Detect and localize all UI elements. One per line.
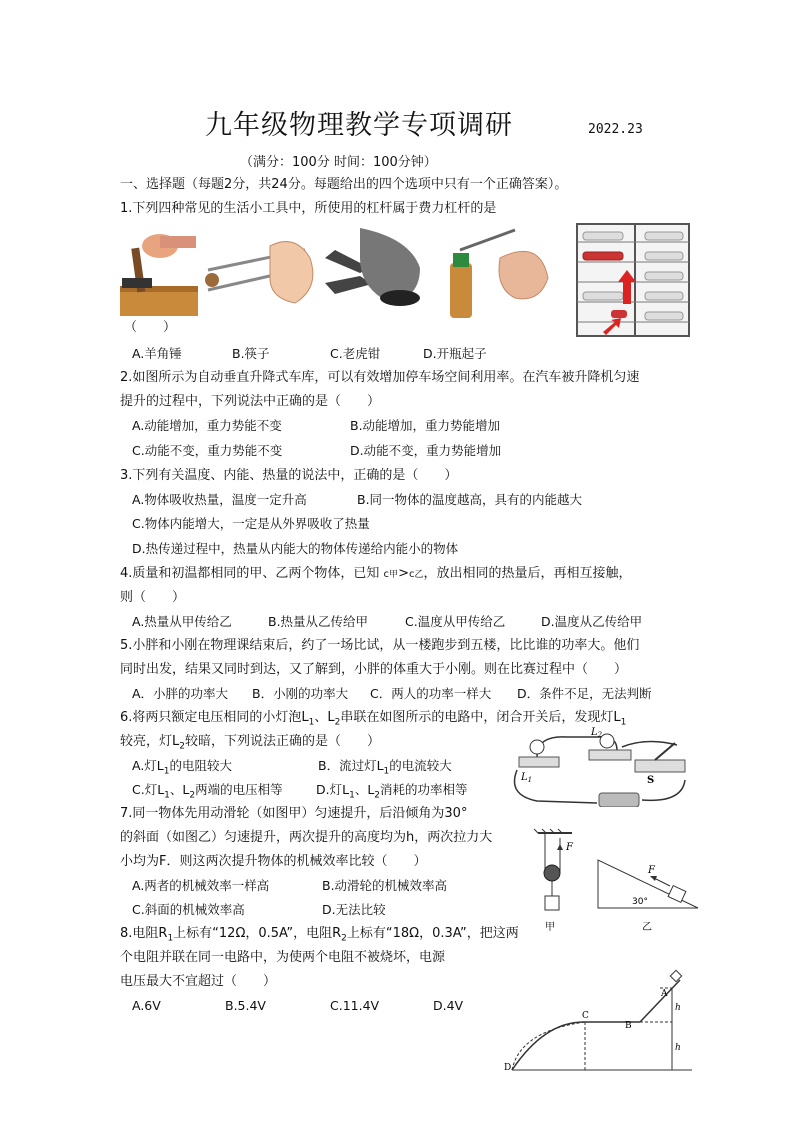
hammer-icon (120, 234, 198, 316)
q7-line3: 小均为F．则这两次提升物体的机械效率比较（ ） (120, 854, 427, 869)
q8-line2: 个电阻并联在同一电路中，为使两个电阻不被烧坏，电源 (120, 950, 446, 965)
q2-option-a[interactable]: A.动能增加，重力势能不变 (132, 418, 282, 433)
q8-option-a[interactable]: A.6V (132, 998, 161, 1013)
track-figure (500, 966, 700, 1078)
q7-option-b[interactable]: B.动滑轮的机械效率高 (322, 878, 448, 893)
q2-line1: 2.如图所示为自动垂直升降式车库，可以有效增加停车场空间利用率。在汽车被升降机匀速 (120, 370, 640, 385)
q6-line2: 较亮，灯$L_2$较暗，下列说法正确的是（ ） (120, 734, 380, 752)
label-B: B (625, 1021, 632, 1031)
q5-option-b[interactable]: B．小刚的功率大 (252, 686, 349, 701)
label-jia: 甲 (545, 922, 555, 933)
q2-option-c[interactable]: C.动能不变，重力势能不变 (132, 443, 283, 458)
q6-option-a[interactable]: A.灯$L_1$的电阻较大 (132, 758, 233, 777)
label-h-lower: h (675, 1043, 681, 1053)
parking-garage-figure (575, 222, 693, 342)
label-D: D (504, 1063, 512, 1073)
q3-option-b[interactable]: B.同一物体的温度越高，具有的内能越大 (357, 492, 583, 507)
q4-option-a[interactable]: A.热量从甲传给乙 (132, 614, 232, 629)
q7-option-d[interactable]: D.无法比较 (322, 902, 386, 917)
q7-option-a[interactable]: A.两者的机械效率一样高 (132, 878, 270, 893)
q3-option-d[interactable]: D.热传递过程中，热量从内能大的物体传递给内能小的物体 (132, 541, 459, 556)
label-F-pulley: F (566, 842, 573, 853)
q6-option-c[interactable]: C.灯$L_1$、$L_2$两端的电压相等 (132, 782, 283, 801)
pliers-icon (325, 228, 420, 306)
q7-option-c[interactable]: C.斜面的机械效率高 (132, 902, 245, 917)
q3-option-a[interactable]: A.物体吸收热量，温度一定升高 (132, 492, 307, 507)
q5-line1: 5.小胖和小刚在物理课结束后，约了一场比试，从一楼跑步到五楼，比比谁的功率大。他们 (120, 638, 640, 653)
label-A: A (661, 989, 668, 999)
q3-stem: 3.下列有关温度、内能、热量的说法中，正确的是（ ） (120, 468, 458, 483)
section-heading: 一、选择题（每题2分，共24分。每题给出的四个选项中只有一个正确答案）。 (120, 177, 568, 192)
q8-option-d[interactable]: D.4V (433, 998, 464, 1013)
q7-line2: 的斜面（如图乙）匀速提升，两次提升的高度均为h，两次拉力大 (120, 830, 493, 845)
q6-option-b[interactable]: B．流过灯$L_1$的电流较大 (318, 758, 452, 777)
q7-line1: 7.同一物体先用动滑轮（如图甲）匀速提升，后沿倾角为30° (120, 806, 468, 821)
label-F-incline: F (648, 865, 655, 876)
q2-option-b[interactable]: B.动能增加，重力势能增加 (350, 418, 501, 433)
q3-option-c[interactable]: C.物体内能增大，一定是从外界吸收了热量 (132, 516, 370, 531)
page-title: 九年级物理教学专项调研 (205, 110, 513, 141)
q4-option-d[interactable]: D.温度从乙传给甲 (541, 614, 643, 629)
exam-subtitle: （满分：100分 时间：100分钟） (240, 155, 437, 170)
q5-option-d[interactable]: D．条件不足，无法判断 (517, 686, 652, 701)
q6-option-d[interactable]: D.灯$L_1$、$L_2$消耗的功率相等 (316, 782, 468, 801)
label-S: S (647, 775, 655, 786)
label-yi: 乙 (642, 922, 652, 933)
bottle-opener-icon (450, 230, 548, 318)
q4-line1: 4.质量和初温都相同的甲、乙两个物体，已知 c甲>c乙，放出相同的热量后，再相互接触， (120, 566, 632, 581)
label-C: C (582, 1011, 589, 1021)
q1-answer-blank: （ ） (124, 320, 177, 335)
q4-option-c[interactable]: C.温度从甲传给乙 (405, 614, 506, 629)
label-angle: 30° (632, 897, 648, 907)
q1-option-b[interactable]: B.筷子 (232, 346, 270, 361)
q4-line2: 则（ ） (120, 590, 186, 605)
q5-line2: 同时出发，结果又同时到达，又了解到，小胖的体重大于小刚。则在比赛过程中（ ） (120, 662, 628, 677)
q7-pulley-incline-figure (530, 828, 705, 933)
q1-stem: 1.下列四种常见的生活小工具中，所使用的杠杆属于费力杠杆的是 (120, 201, 497, 216)
q1-tools-figure (120, 228, 565, 320)
q8-line1: 8.电阻$R_1$上标有“12Ω，0.5A”，电阻$R_2$上标有“18Ω，0.3A”，把这两 (120, 926, 519, 944)
q1-option-d[interactable]: D.开瓶起子 (423, 346, 487, 361)
label-L2: $L_2$ (591, 727, 603, 739)
q4-option-b[interactable]: B.热量从乙传给甲 (268, 614, 369, 629)
q1-option-a[interactable]: A.羊角锤 (132, 346, 182, 361)
q2-option-d[interactable]: D.动能不变，重力势能增加 (350, 443, 502, 458)
exam-date: 2022.23 (588, 122, 643, 137)
label-h-upper: h (675, 1003, 681, 1013)
q8-line3: 电压最大不宜超过（ ） (120, 974, 277, 989)
q8-option-b[interactable]: B.5.4V (225, 998, 266, 1013)
q2-line2: 提升的过程中，下列说法中正确的是（ ） (120, 394, 381, 409)
q6-circuit-figure (507, 725, 692, 807)
q6-line1: 6.将两只额定电压相同的小灯泡$L_1$、$L_2$串联在如图所示的电路中，闭合开关后，发现灯$L_1$ (120, 710, 627, 728)
q5-option-c[interactable]: C．两人的功率一样大 (370, 686, 492, 701)
chopsticks-icon (205, 242, 313, 303)
label-L1: $L_1$ (521, 772, 533, 784)
q1-option-c[interactable]: C.老虎钳 (330, 346, 381, 361)
q5-option-a[interactable]: A．小胖的功率大 (132, 686, 229, 701)
q8-option-c[interactable]: C.11.4V (330, 998, 380, 1013)
